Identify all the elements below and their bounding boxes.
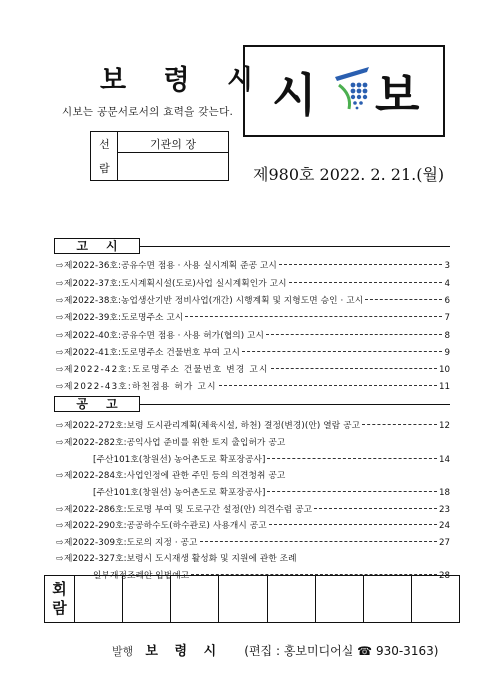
circulation-cell[interactable] <box>364 576 412 622</box>
announcements-rule <box>140 404 450 405</box>
announcement-item-cont[interactable]: [주산101호(창원선) 농어촌도로 확포장공사] 14 <box>93 455 450 465</box>
circulation-box <box>44 575 460 623</box>
circulation-cell[interactable] <box>171 576 219 622</box>
title-box <box>243 45 445 137</box>
approval-label-top: 선 <box>99 138 110 151</box>
title-char-right: 보 <box>375 68 420 122</box>
announcement-item[interactable]: ⇨ 제2022-284호:사업인정에 관한 주민 등의 의견청취 공고 <box>56 471 286 481</box>
approval-table <box>90 131 229 181</box>
notice-item[interactable]: ⇨ 제2022-42호:도로명주소 건물번호 변경 고시 10 <box>56 365 450 375</box>
notices-rule <box>140 246 450 247</box>
notice-item[interactable]: ⇨ 제2022-39호:도로명주소 고시 7 <box>56 313 450 323</box>
announcement-item[interactable]: ⇨ 제2022-286호:도로명 부여 및 도로구간 설정(안) 의견수렴 공고 23 <box>56 505 450 515</box>
announcement-item[interactable]: ⇨ 제2022-327호:보령시 도시재생 활성화 및 지원에 관한 조례 <box>56 554 297 564</box>
title-char-left: 시 <box>272 68 317 122</box>
notice-item[interactable]: ⇨ 제2022-41호:도로명주소 건물번호 부여 고시 9 <box>56 348 450 358</box>
notice-item[interactable]: ⇨ 제2022-40호:공유수면 점용 · 사용 허가(협의) 고시 8 <box>56 331 450 341</box>
circulation-cell[interactable] <box>219 576 268 622</box>
announcement-item[interactable]: ⇨ 제2022-282호:공익사업 준비를 위한 토지 출입허가 공고 <box>56 438 286 448</box>
announcement-item[interactable]: ⇨ 제2022-272호:보령 도시관리계획(체육시설, 하천) 결정(변경)(안) 열람 공고 12 <box>56 421 450 431</box>
notice-item[interactable]: ⇨ 제2022-43호:하천점용 허가 고시 11 <box>56 382 450 392</box>
circulation-cell[interactable] <box>412 576 459 622</box>
approval-label-bottom: 람 <box>99 162 110 175</box>
approval-head: 기관의 장 <box>149 138 196 151</box>
issue-line: 제980호 2022. 2. 21.(월) <box>253 165 445 184</box>
footer <box>112 640 438 659</box>
notice-item[interactable]: ⇨ 제2022-36호:공유수면 점용 · 사용 실시계획 준공 고시 3 <box>56 261 450 271</box>
circulation-cell[interactable] <box>316 576 364 622</box>
announcements-heading: 공고 <box>54 396 140 412</box>
announcement-item-cont[interactable]: 일부개정조례안 입법예고 28 <box>93 571 450 581</box>
announcement-item[interactable]: ⇨ 제2022-309호:도로의 지정 · 공고 27 <box>56 538 450 548</box>
subtitle: 시보는 공문서로서의 효력을 갖는다. <box>62 106 234 118</box>
notice-item[interactable]: ⇨ 제2022-38호:농업생산기반 정비사업(개간) 시행계획 및 지형도면 승인 · 고시 6 <box>56 296 450 306</box>
approval-divider <box>118 152 228 153</box>
circulation-cell[interactable] <box>75 576 123 622</box>
circulation-label: 회 람 <box>45 576 75 622</box>
city-name: 보 령 시 <box>100 65 268 96</box>
publisher-label: 발행 <box>112 645 134 658</box>
notices-heading: 고시 <box>54 238 140 254</box>
city-logo-icon <box>329 63 373 117</box>
circulation-cell[interactable] <box>123 576 171 622</box>
editor-info: (편집 : 홍보미디어실 ☎ 930-3163) <box>244 644 439 658</box>
announcement-item-cont[interactable]: [주산101호(창원선) 농어촌도로 확포장공사] 18 <box>93 488 450 498</box>
announcement-item[interactable]: ⇨ 제2022-290호:공공하수도(하수관로) 사용개시 공고 24 <box>56 521 450 531</box>
circulation-cell[interactable] <box>268 576 316 622</box>
notice-item[interactable]: ⇨ 제2022-37호:도시계획시설(도로)사업 실시계획인가 고시 4 <box>56 279 450 289</box>
publisher: 보 령 시 <box>145 644 223 659</box>
